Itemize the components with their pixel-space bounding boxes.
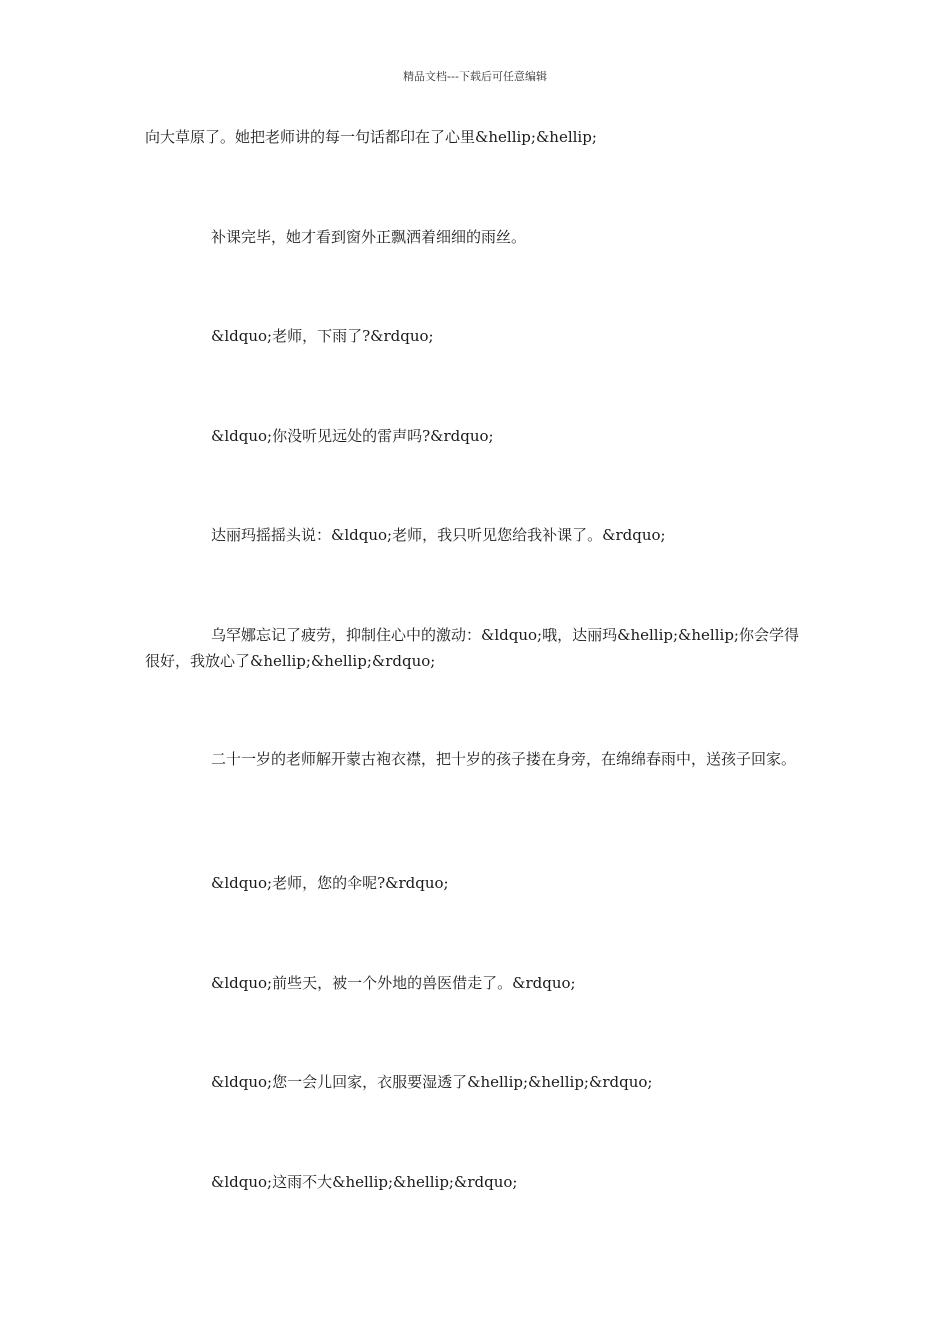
paragraph-5: 达丽玛摇摇头说：&ldquo;老师，我只听见您给我补课了。&rdquo;	[211, 526, 666, 544]
paragraph-8: &ldquo;老师，您的伞呢?&rdquo;	[211, 874, 449, 892]
paragraph-1: 向大草原了。她把老师讲的每一句话都印在了心里&hellip;&hellip;	[145, 128, 597, 146]
paragraph-7: 二十一岁的老师解开蒙古袍衣襟，把十岁的孩子搂在身旁，在绵绵春雨中，送孩子回家。	[211, 750, 797, 768]
paragraph-4: &ldquo;你没听见远处的雷声吗?&rdquo;	[211, 427, 494, 445]
page-header: 精品文档---下载后可任意编辑	[403, 70, 547, 83]
paragraph-3: &ldquo;老师，下雨了?&rdquo;	[211, 327, 434, 345]
paragraph-2: 补课完毕，她才看到窗外正飘洒着细细的雨丝。	[211, 228, 527, 246]
paragraph-6: 乌罕娜忘记了疲劳，抑制住心中的激动：&ldquo;哦，达丽玛&hellip;&hellip;你会学得很好，我放心了&hellip;&hellip;&rdquo;	[145, 626, 799, 670]
paragraph-11: &ldquo;这雨不大&hellip;&hellip;&rdquo;	[211, 1173, 518, 1191]
paragraph-9: &ldquo;前些天，被一个外地的兽医借走了。&rdquo;	[211, 974, 576, 992]
paragraph-10: &ldquo;您一会儿回家，衣服要湿透了&hellip;&hellip;&rdquo;	[211, 1073, 653, 1091]
